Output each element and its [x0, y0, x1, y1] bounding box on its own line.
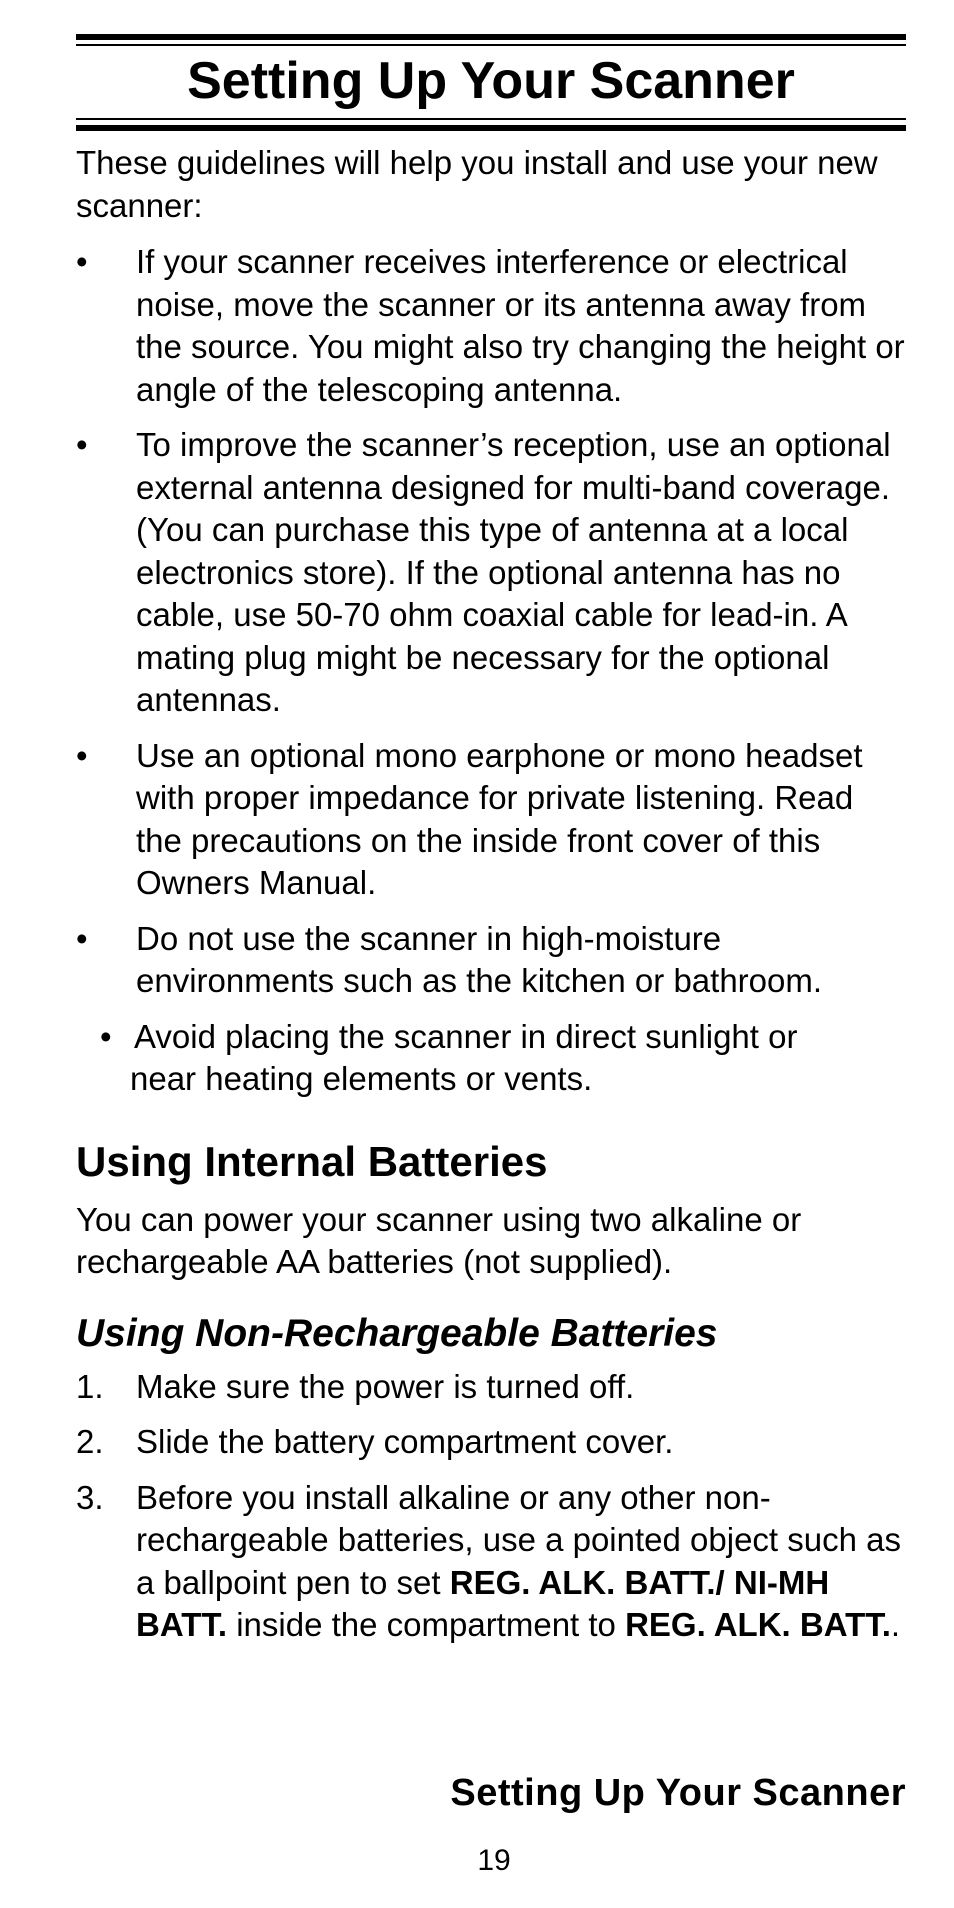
- list-item-text-line-1: Avoid placing the scanner in direct sunlight or: [134, 1017, 798, 1055]
- step-number: 3.: [76, 1478, 104, 1516]
- bullet-mark: •: [76, 919, 88, 957]
- title-rule-top-thin: [76, 44, 906, 46]
- bullet-mark: •: [76, 426, 88, 463]
- bullet-mark: •: [76, 736, 88, 774]
- title-block: [76, 34, 906, 131]
- switch-label-bold: REG. ALK. BATT./ NI-MH BATT.: [136, 1563, 830, 1643]
- step-text-part: Before you install alkaline or any other non-rechargeable batteries, use a pointed object such as a ballpoint pen to set: [136, 1478, 901, 1601]
- guidelines-list: [76, 241, 906, 1101]
- switch-setting-bold: REG. ALK. BATT.: [625, 1606, 891, 1643]
- step-item: [76, 1366, 906, 1409]
- intro-paragraph: These guidelines will help you install and use your new scanner:: [76, 144, 878, 224]
- running-footer-title: Setting Up Your Scanner: [450, 1772, 906, 1814]
- list-item-text: Use an optional mono earphone or mono headset with proper impedance for private listening. Read the precautions on the inside front cover of this Owners Manual.: [136, 736, 863, 901]
- page-number: 19: [477, 1844, 511, 1877]
- page-content: [76, 142, 906, 1660]
- subsection-heading-non-rechargeable: Using Non-Rechargeable Batteries: [76, 1311, 718, 1355]
- page-title: Setting Up Your Scanner: [187, 52, 795, 110]
- list-item: [76, 1016, 906, 1101]
- steps-list: [76, 1366, 906, 1647]
- step-text-part: inside the compartment to: [227, 1606, 626, 1643]
- bullet-mark: •: [76, 243, 88, 280]
- list-item: [76, 735, 906, 905]
- list-item-text: To improve the scanner’s reception, use an optional external antenna designed for multi-band coverage. (You can purchase this type of antenna at a local electronics store). If the optional antenna has no cable, use 50-70 ohm coaxial cable for lead-in. A mating plug might be necessary for the optional antennas.: [136, 426, 891, 718]
- list-item: [76, 241, 906, 411]
- list-item: [76, 918, 906, 1003]
- step-number: 1.: [76, 1367, 104, 1405]
- section-heading-internal-batteries: Using Internal Batteries: [76, 1137, 548, 1185]
- step-item: [76, 1421, 906, 1464]
- step-text: Make sure the power is turned off.: [136, 1367, 635, 1405]
- step-item: [76, 1477, 906, 1647]
- list-item-text-line-2: near heating elements or vents.: [130, 1060, 593, 1097]
- title-rule-bottom-thick: [76, 125, 906, 131]
- step-number: 2.: [76, 1423, 104, 1460]
- step-text-part: .: [890, 1606, 901, 1643]
- step-text: [136, 1479, 901, 1644]
- step-text: Slide the battery compartment cover.: [136, 1423, 674, 1460]
- title-rule-top-thick: [76, 34, 906, 40]
- bullet-mark: •: [100, 1017, 112, 1055]
- list-item-text: Do not use the scanner in high-moisture environments such as the kitchen or bathroom.: [136, 919, 823, 999]
- title-rule-bottom-thin: [76, 118, 906, 120]
- batteries-paragraph: You can power your scanner using two alkaline or rechargeable AA batteries (not supplied).: [76, 1200, 802, 1280]
- list-item: [76, 424, 906, 722]
- list-item-text: If your scanner receives interference or electrical noise, move the scanner or its antenna away from the source. You might also try changing the height or angle of the telescoping antenna.: [136, 243, 905, 408]
